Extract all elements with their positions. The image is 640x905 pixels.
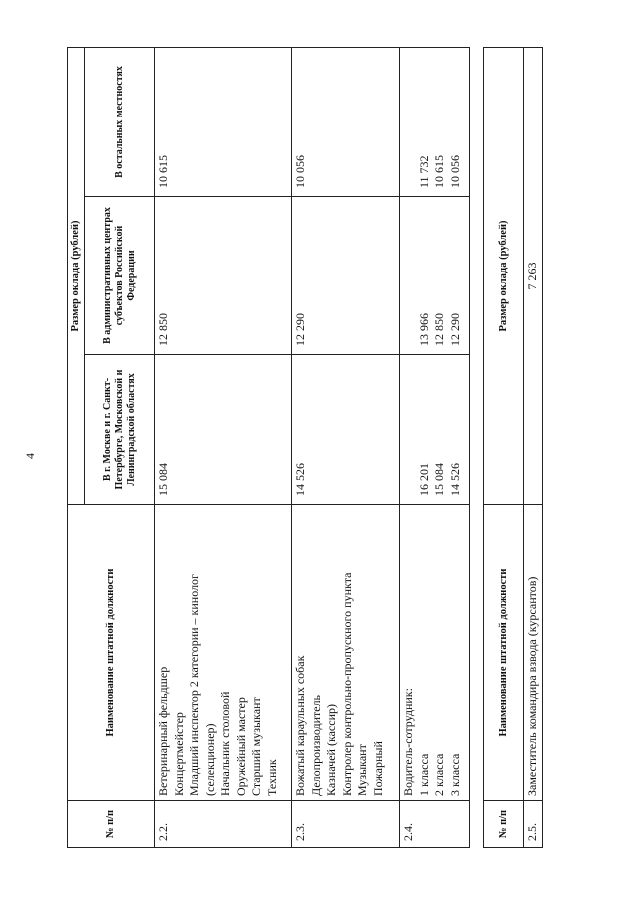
header-num: № п/п [484, 801, 524, 848]
salary-admin [400, 197, 470, 355]
position-name: 3 класса [447, 753, 462, 796]
salary-value: 10 615 [432, 155, 446, 188]
salary-value [401, 52, 417, 188]
position-name: Младший инспектор 2 категории – кинолог [187, 574, 201, 796]
header-salary-group: Размер оклада (рублей) [68, 48, 85, 505]
row-number: 2.5. [524, 801, 543, 848]
position-name: Контролер контрольно-пропускного пункта [339, 572, 354, 796]
position-name: (селекционер) [202, 723, 217, 796]
position-name: Ветеринарный фельдшер [156, 666, 170, 796]
position-name: Делопроизводитель [308, 694, 323, 796]
salary-moscow [155, 355, 292, 505]
row-number: 2.2. [155, 801, 292, 848]
table-row [292, 48, 400, 848]
salary-moscow [400, 355, 470, 505]
salary-table-secondary [483, 48, 563, 848]
header-moscow: В г. Москве и г. Санкт-Петербурге, Московской и Ленинградской областях [85, 355, 155, 505]
table-row [155, 48, 292, 848]
salary-admin [155, 197, 292, 355]
position-list [155, 505, 292, 801]
salary-value: 11 732 [416, 155, 431, 188]
row-number: 2.4. [400, 801, 470, 848]
salary-value: 12 850 [156, 313, 170, 346]
position-list [292, 505, 400, 801]
header-position: Наименование штатной должности [484, 505, 524, 801]
position-name: Водитель-сотрудник: [401, 688, 415, 796]
salary-value [401, 201, 417, 346]
position-name: Концертмейстер [171, 712, 186, 796]
salary-moscow [292, 355, 400, 505]
salary-value: 12 290 [293, 313, 307, 346]
table-row [400, 48, 470, 848]
row-number: 2.3. [292, 801, 400, 848]
position-name: Оружейный мастер [233, 697, 248, 796]
table-row [524, 48, 543, 848]
position-name: Старший музыкант [249, 697, 263, 796]
position-name: Заместитель командира взвода (курсантов) [524, 505, 543, 801]
position-name: Начальник столовой [218, 691, 232, 796]
salary-value: 15 084 [156, 463, 170, 496]
salary-value: 16 201 [416, 463, 431, 496]
position-name: 2 класса [432, 753, 446, 796]
salary-value: 12 290 [447, 313, 462, 346]
salary-value: 7 263 [524, 48, 543, 505]
salary-value: 14 526 [447, 463, 462, 496]
position-list [400, 505, 470, 801]
salary-admin [292, 197, 400, 355]
salary-value: 10 615 [156, 155, 170, 188]
salary-value: 10 056 [293, 155, 307, 188]
salary-value: 10 056 [447, 155, 462, 188]
salary-other [400, 48, 470, 197]
position-name: Пожарный [370, 741, 385, 796]
header-admin-centers: В административных центрах субъектов Российской Федерации [85, 197, 155, 355]
salary-other [292, 48, 400, 197]
salary-other [155, 48, 292, 197]
salary-table-main [67, 48, 462, 848]
salary-value: 14 526 [293, 463, 307, 496]
header-position: Наименование штатной должности [68, 505, 155, 801]
position-name: Вожатый караульных собак [293, 655, 307, 796]
salary-value: 15 084 [432, 463, 446, 496]
position-name: 1 класса [416, 753, 431, 796]
position-name: Музыкант [355, 744, 369, 796]
position-name: Казначей (кассир) [324, 703, 338, 796]
header-salary: Размер оклада (рублей) [484, 48, 524, 505]
header-other-areas: В остальных местностях [85, 48, 155, 197]
salary-value: 12 850 [432, 313, 446, 346]
header-num: № п/п [68, 801, 155, 848]
position-name: Техник [264, 759, 279, 796]
salary-value [401, 359, 417, 496]
salary-value: 13 966 [416, 313, 431, 346]
